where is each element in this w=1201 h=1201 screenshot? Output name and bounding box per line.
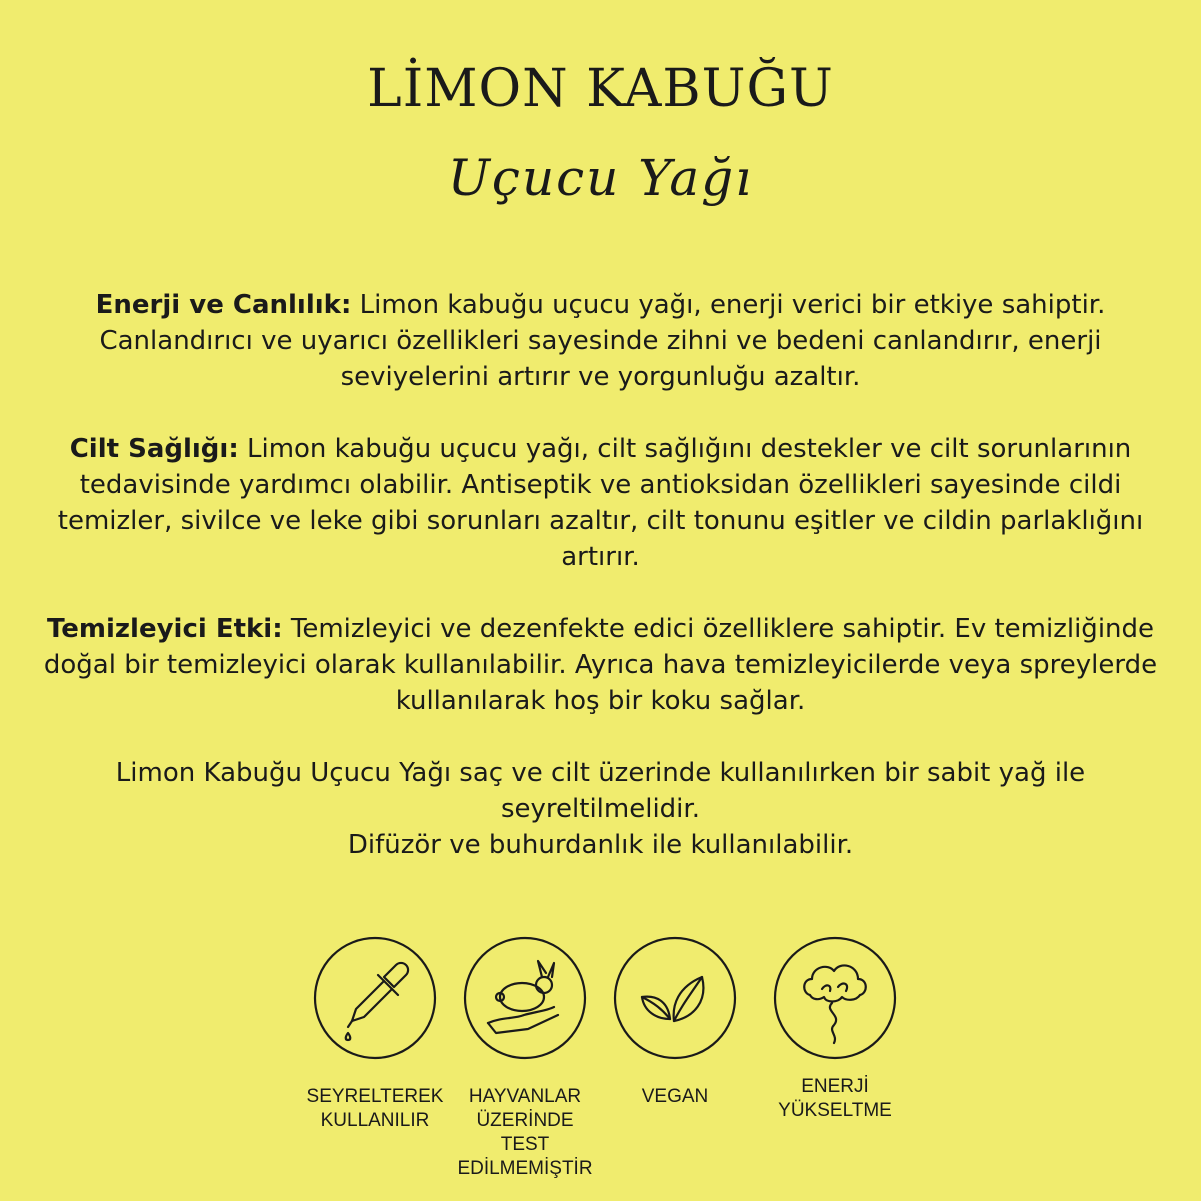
usage-note-line1: Limon Kabuğu Uçucu Yağı saç ve cilt üzerinde kullanılırken bir sabit yağ ile seyreltilmelidir. — [115, 758, 1086, 824]
usage-note-line2: Difüzör ve buhurdanlık ile kullanılabilir. — [347, 830, 854, 860]
steam-cloud-icon — [772, 935, 898, 1061]
badge-vegan — [600, 935, 750, 1109]
paragraph-heading: Cilt Sağlığı: — [69, 434, 239, 464]
badge-dilute — [300, 935, 450, 1133]
badge-cruelty-free — [450, 935, 600, 1181]
badge-energy — [760, 935, 910, 1123]
leaf-icon — [612, 935, 738, 1061]
badge-label: SEYRELTEREK KULLANILIR — [306, 1086, 444, 1131]
usage-note — [30, 755, 1171, 863]
paragraph-heading: Enerji ve Canlılık: — [95, 290, 352, 320]
product-title: LİMON KABUĞU — [367, 59, 834, 119]
description-block — [30, 287, 1171, 863]
paragraph-energy — [30, 287, 1171, 395]
paragraph-skin — [30, 431, 1171, 575]
paragraph-text: Limon kabuğu uçucu yağı, enerji verici bir etkiye sahiptir. Canlandırıcı ve uyarıcı özellikleri sayesinde zihni ve bedeni canlandırır, enerji seviyelerini artırır ve yorgunluğu azaltır. — [99, 290, 1106, 392]
badge-row — [300, 935, 910, 1179]
badge-label: VEGAN — [641, 1086, 709, 1107]
badge-label: ENERJİ YÜKSELTME — [778, 1076, 892, 1121]
product-subtitle: Uçucu Yağı — [447, 149, 754, 207]
rabbit-hand-icon — [462, 935, 588, 1061]
paragraph-cleaning — [30, 611, 1171, 719]
paragraph-text: Temizleyici ve dezenfekte edici özelliklere sahiptir. Ev temizliğinde doğal bir temizleyici olarak kullanılabilir. Ayrıca hava temizleyicilerde veya spreylerde kullanılarak hoş bir koku sağlar. — [43, 614, 1158, 716]
badge-label: HAYVANLAR ÜZERİNDE TEST EDİLMEMİŞTİR — [457, 1086, 593, 1179]
paragraph-text: Limon kabuğu uçucu yağı, cilt sağlığını destekler ve cilt sorunlarının tedavisinde yardımcı olabilir. Antiseptik ve antioksidan özellikleri sayesinde cildi temizler, sivilce ve leke gibi sorunları azaltır, cilt tonunu eşitler ve cildin parlaklığını artırır. — [57, 434, 1144, 572]
dropper-icon — [312, 935, 438, 1061]
paragraph-heading: Temizleyici Etki: — [46, 614, 283, 644]
